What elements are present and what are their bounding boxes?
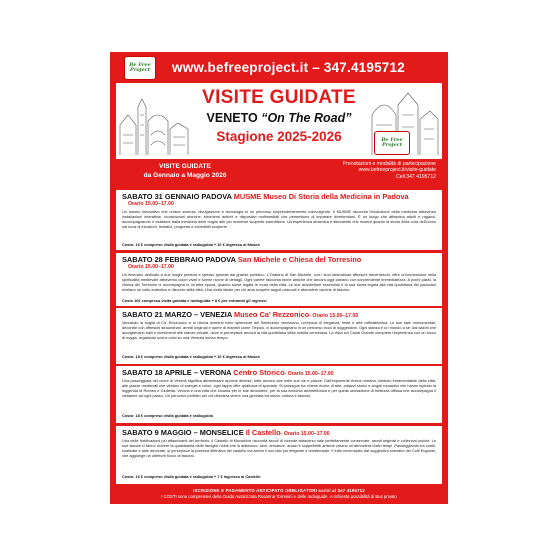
footer-booking-line: ISCRIZIONE E PAGAMENTO ANTICIPATO OBBLIGATORI scrivi al 347 4195712	[193, 488, 365, 493]
booking-link[interactable]: www.befreeproject.it/visite-guidate	[358, 167, 436, 174]
booking-info	[276, 161, 436, 180]
event-card	[116, 366, 442, 423]
event-date: SABATO 31 GENNAIO PADOVA	[122, 192, 234, 201]
flyer	[110, 52, 448, 504]
event-time: - Orario 15.00–17.00	[280, 431, 330, 437]
intro-period	[130, 162, 240, 180]
hero-header	[116, 83, 442, 159]
website-phone-line[interactable]: www.befreeproject.it – 347.4195712	[172, 60, 405, 75]
event-card	[116, 253, 442, 306]
event-place: Centro Storico	[233, 368, 285, 377]
event-date: SABATO 21 MARZO – VENEZIA	[122, 310, 234, 319]
event-date: SABATO 9 MAGGIO – MONSELICE	[122, 428, 246, 437]
event-time: - Orario 15.00–17.00	[309, 313, 359, 319]
intro-dates: da Gennaio a Maggio 2026	[143, 172, 227, 179]
event-description: Varcando la soglia di Ca' Rezzonico ci si ritrova immersi nello splendore del Settecento veneziano, un'epoca di eleganza, feste e arte raffinatissima. Le sue sale monumentali, decorate con affreschi straordinari, arredi originali e opere di maestri come Tiepolo, ci accompagnano in un percorso ricco di suggestioni. Ogni stanza è un mondo a sé: dai saloni che accoglievano balli e ricevimenti alle stanze private, dove si percepisce ancora la vita quotidiana della nobiltà veneziana. La vista sul Canal Grande completa l'esperienza con un tocco di magia, regalando scorci unici su una Venezia senza tempo.	[122, 320, 436, 341]
hero-subtitle	[116, 111, 442, 125]
event-heading	[122, 192, 409, 201]
event-card	[116, 190, 442, 250]
subtitle-tagline: “On The Road”	[261, 111, 352, 125]
event-place: Museo Ca' Rezzonico	[233, 310, 310, 319]
event-time: - Orario 15.00–17.00	[284, 371, 334, 377]
intro-heading: VISITE GUIDATE	[159, 163, 211, 170]
booking-label: Prenotazioni e modalità di partecipazione	[342, 161, 436, 167]
event-card	[116, 426, 442, 484]
event-description: Un itinerario dedicato a due luoghi preziosi e spesso ignorati dal grande pubblico. L'Oratorio di San Michele, con i suoi straordinari affreschi trecenteschi, offre un'immersione nella spiritualità medievale attraverso colori vividi e scene ricche di dettagli. Ogni parete racconta storie antiche che ancora oggi parlano con sorprendente immediatezza. A pochi passi, la chiesa del Torresino ci accompagna in un'altra epoca, quando sorse legata le mura della città. Le sue architetture essenziali e la sua storia legata alla vita quotidiana dei padovani rivelano un volto autentico e discreto della città. Una visita ideale per chi ama scoprire angoli nascosti e atmosfere cariche di fascino.	[122, 272, 436, 293]
befree-logo-small: Be Free Project	[374, 131, 410, 155]
season-label: Stagione 2025-2026	[216, 129, 342, 144]
event-date: SABATO 28 FEBBRAIO PADOVA	[122, 255, 238, 264]
event-cost: Costo: 18 € compreso visita guidata e radioguida	[122, 413, 213, 418]
event-place: Il Castello	[245, 428, 281, 437]
event-cost: Costo: 16 € compreso visita guidata e radioguida + 7 € ingresso al Castello	[122, 474, 261, 479]
event-heading	[122, 255, 361, 264]
event-place: MUSME Museo Di Storia della Medicina in Padova	[233, 192, 409, 201]
footer-note	[116, 488, 442, 500]
top-banner	[110, 52, 448, 82]
event-card	[116, 308, 442, 364]
event-description: Una passeggiata nel cuore di Verona significa attraversare epoche diverse, tutte ancora vive nelle sue vie e piazze. Dall'imponente Arena romana, simbolo intramontabile della città, alle piazze medievali che vibrano di energia e colori, ogni tappa offre qualcosa di speciale. Si prosegue tra chiese ricche di arte, palazzi storici e angoli romantici che hanno ispirato la leggenda di Romeo e Giulietta. Verona è una città che incanta per le sue atmosfere, per la sua armonia architettonica e per quella sensazione di bellezza diffusa che accompagna il visitatore ad ogni passo. Un percorso perfetto per chi desidera vivere una giornata tra storia, cultura e fascino.	[122, 378, 436, 399]
befree-logo: Be Free Project	[124, 56, 156, 80]
event-place: San Michele e Chiesa del Torresino	[237, 255, 362, 264]
event-date: SABATO 18 APRILE – VERONA	[122, 368, 234, 377]
event-time: Orario 15.00–17.00	[128, 264, 174, 270]
event-description: Un museo innovativo che unisce scienza, divulgazione e tecnologia in un percorso sorprendentemente coinvolgente. Il MUSME racconta l'evoluzione della medicina attraverso installazioni interattive, ricostruzioni storiche, strumenti antichi e dispositivi multimediali che permettono di imparare divertendosi. È un luogo che affascina adulti e ragazzi, accompagnando il visitatore dalla medicina delle origini alle più moderne scoperte scientifiche. Un'esperienza dinamica e stimolante che mostra quanto la storia della cura dell'uomo sia ricca di intuizioni, tentativi, progressi e incredibili scoperte.	[122, 209, 436, 230]
page-title: VISITE GUIDATE	[202, 87, 356, 108]
event-cost: Costo: 16 € compreso visita guidata e radioguida + 10 € ingresso al Museo	[122, 242, 260, 247]
footer-costs-line: I COSTI sono comprensivi della Guida Autorizzata Rosanna Torresini e delle radioguide. A richiesta possibilità di Bus privato	[161, 494, 397, 499]
event-description: Una delle fortificazioni più affascinanti del territorio, il Castello di Monselice racconta secoli di vicende attraverso sale perfettamente conservate, arredi originali e collezioni uniche. Le sue stanze ci fanno rivivere la quotidianità delle famiglie nobili che lo abitarono: armi, armature, arazzi e suppellettili antiche creano un'atmosfera d'altri tempi. Passeggiando tra cortili, scalinate e sale decorate, si percepisce la potenza difensiva del castello ma anche il suo lato più elegante e residenziale. Il tutto incorniciato dal suggestivo scenario dei Colli Euganei, che aggiunge un ulteriore tocco di fascino.	[122, 438, 436, 459]
event-cost: Costo: 18 € compreso visita guidata e radioguida + 10 € ingresso al Museo	[122, 354, 260, 359]
subtitle-region: VENETO	[206, 111, 262, 125]
event-cost: Costo 16€ compreso visita guidata e radioguida + 8 € per entrambi gli ingressi	[122, 298, 267, 303]
intro-band	[110, 160, 448, 190]
event-time: Orario 15.00–17.00	[128, 201, 174, 207]
booking-phone[interactable]: Cell.347 4195712	[396, 173, 436, 180]
